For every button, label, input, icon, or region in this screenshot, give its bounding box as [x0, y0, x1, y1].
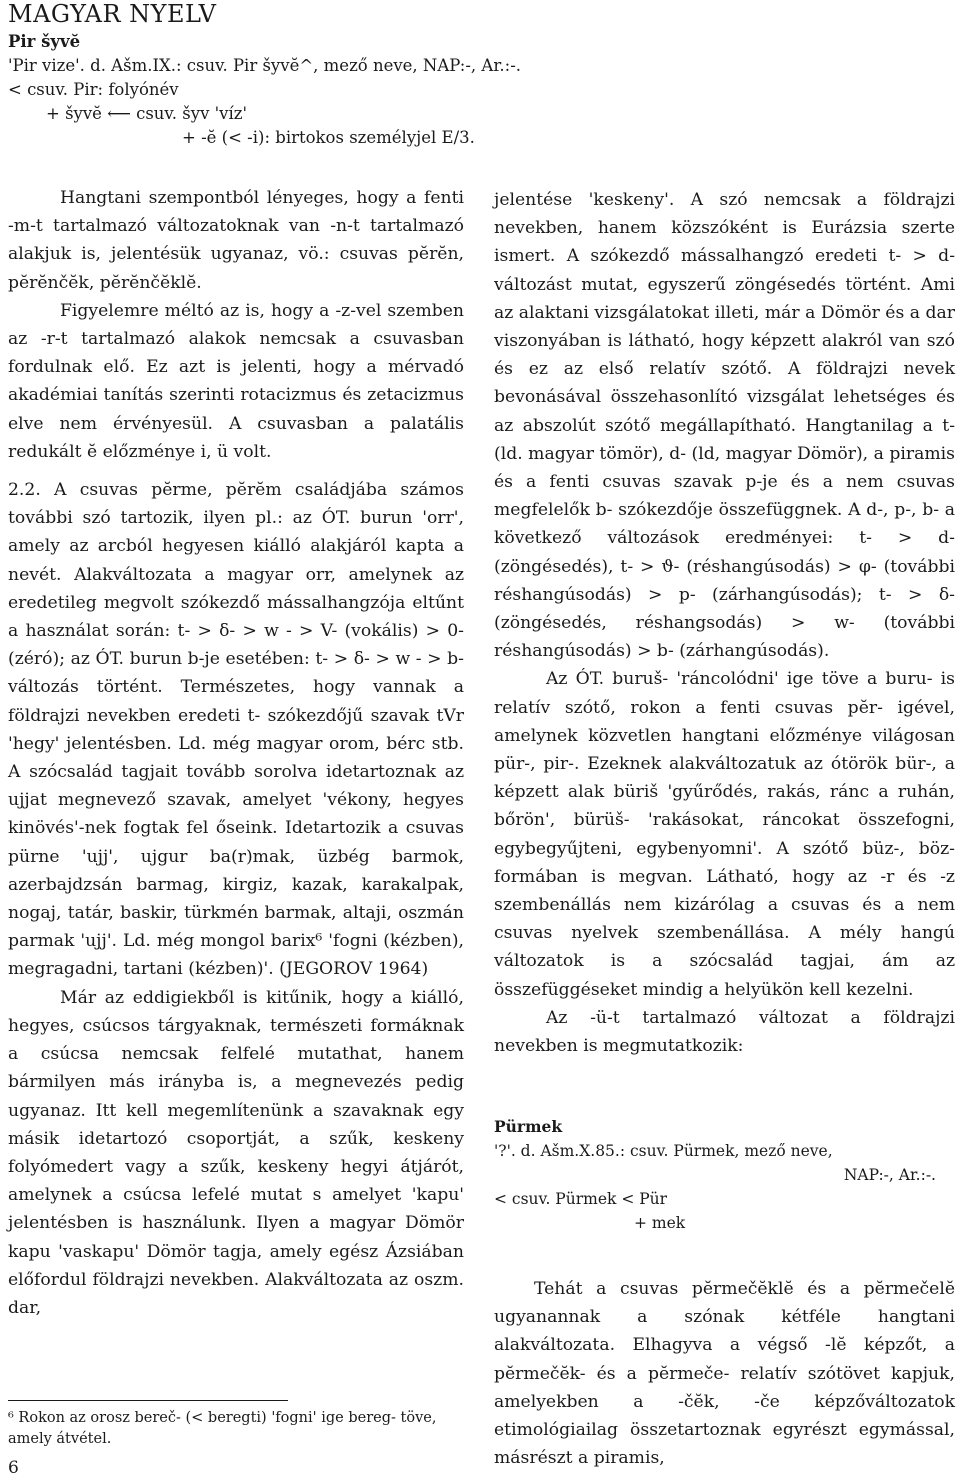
entry-headword: Pir šyvĕ — [8, 32, 81, 51]
entry-line: < csuv. Pürmek < Pür — [494, 1190, 668, 1208]
paragraph: Figyelemre méltó az is, hogy a -z-vel szemben az -r-t tartalmazó alakok nemcsak a csuvasban fordulnak elő. Ez azt is jelenti, hogy a mérvadó akadémiai tanítás szerinti rotacizmus és zetacizmus elve nem érvényesül. A csuvasban a palatális redukált ĕ előzménye i, ü volt. — [8, 300, 464, 462]
paragraph: Hangtani szempontból lényeges, hogy a fenti -m-t tartalmazó változatoknak van -n-t tartalmazó alakjuk is, jelentésük ugyanaz, vö.: csuvas pĕrĕn, pĕrĕnčĕk, pĕrĕnčĕklĕ. — [8, 188, 464, 293]
footnote: ⁶ Rokon az orosz bereč- (< beregti) 'fogni' ige bereg- töve, amely átvétel. — [8, 1410, 437, 1447]
paragraph: Az -ü-t tartalmazó változat a földrajzi nevekben is megmutatkozik: — [494, 1007, 955, 1057]
right-column — [494, 186, 955, 1060]
paragraph: Tehát a csuvas pĕrmečĕklĕ és a pĕrmečelĕ ugyanannak a szónak kétféle hangtani alakváltozata. Elhagyva a végső -lĕ képzőt, a pĕrmečĕk- és a pĕrmeče- relatív szótövet kapjuk, amelyekben a -čĕk, -če képzőváltozatok etimológiailag összetartoznak egyrészt egymással, másrészt a piramis, — [494, 1279, 955, 1469]
paragraph: jelentése 'keskeny'. A szó nemcsak a földrajzi nevekben, hanem közszóként is Eurázsia szerte ismert. A szókezdő mássalhangzó eredeti t- > d- változást mutat, egyszerű zöngésedés történt. Ami az alaktani vizsgálatokat illeti, már a Dömör és a dar viszonyában is látható, hogy képzett alakról van szó és ez az első relatív szótő. A földrajzi nevek bevonásával összehasonlító vizsgálat lehetséges és az abszolút szótő megállapítható. Hangtanilag a t- (ld. magyar tömör), d- (ld, magyar Dömör), a piramis és a fenti csuvas szavak p-je és a nem csuvas megfelelők b- szókezdője összefüggnek. A d-, p-, b- a következő változások eredményei: t- > d- (zöngésedés), t- > ϑ- (réshangúsodás) > φ- (további réshangúsodás) > p- (zárhangúsodás); t- > δ- (zöngésedés, réshangsodás) > w- (további réshangúsodás) > b- (zárhangúsodás). — [494, 190, 955, 662]
entry-headword: Pürmek — [494, 1117, 563, 1136]
left-column — [8, 184, 464, 1322]
entry-line: < csuv. Pir: folyónév — [8, 80, 179, 99]
entry-line: '?'. d. Ašm.X.85.: csuv. Pürmek, mező neve, — [494, 1142, 833, 1160]
entry-line: + -ĕ (< -i): birtokos személyjel E/3. — [182, 128, 475, 147]
entry-line: NAP:-, Ar.:-. — [843, 1166, 936, 1184]
paragraph: 2.2. A csuvas pĕrme, pĕrĕm családjába számos további szó tartozik, ilyen pl.: az ÓT. burun 'orr', amely az arcból hegyesen kiálló alakjáról kapta a nevét. Alakváltozata a magyar orr, amelynek az eredetileg megvolt szókezdő mássalhangzója eltűnt a használat során: t- > δ- > w - > V- (vokális) > 0- (zéró); az ÓT. burun b-je esetében: t- > δ- > w - > b- változás történt. Természetes, hogy vannak a földrajzi nevekben eredeti t- szókezdőjű szavak tVr 'hegy' jelentésben. Ld. még magyar orom, bérc stb. A szócsalád tagjait tovább sorolva idetartoznak az ujjat megnevező szavak, amelyet 'vékony, hegyes kinövés'-nek fogtak fel őseink. Idetartozik a csuvas pürne 'ujj', ujgur ba(r)mak, üzbég barmok, azerbajdzsán barmag, kirgiz, kazak, karakalpak, nogaj, tatár, baskir, türkmén barmak, altaji, oszmán parmak 'ujj'. Ld. még mongol barix⁶ 'fogni (kézben), megragadni, tartani (kézben)'. (JEGOROV 1964) — [8, 480, 464, 980]
entry-line: 'Pir vize'. d. Ašm.IX.: csuv. Pir šyvĕ^, mező neve, NAP:-, Ar.:-. — [8, 56, 522, 75]
right-column-continued — [494, 1275, 955, 1472]
page-number: 6 — [8, 1458, 19, 1478]
running-header: MAGYAR NYELV — [8, 0, 217, 28]
footnote-divider — [8, 1400, 288, 1401]
paragraph: Már az eddigiekből is kitűnik, hogy a kiálló, hegyes, csúcsos tárgyaknak, természeti formáknak a csúcsa nemcsak felfelé mutathat, hanem bármilyen más irányba is, a megnevezés pedig ugyanaz. Itt kell megemlítenünk a szavaknak egy másik idetartozó csoportját, a szűk, keskeny folyómedert vagy a szűk, keskeny hegyi átjárót, amelynek a csúcsa lefelé mutat s amelyet 'kapu' jelentésben is használunk. Ilyen a magyar Dömör kapu 'vaskapu' Dömör tagja, amely egész Ázsiában előfordul földrajzi nevekben. Alakváltozata az oszm. dar, — [8, 987, 464, 1318]
dictionary-entry-pir-syve — [8, 30, 521, 150]
dictionary-entry-purmek — [494, 1115, 954, 1235]
paragraph: Az ÓT. buruš- 'ráncolódni' ige töve a buru- is relatív szótő, rokon a fenti csuvas pĕr- igével, amelynek közvetlen hangtani előzménye világosan pür-, pir-. Ezeknek alakváltozatuk az ótörök bür-, a képzett alak büriš 'gyűrődés, rakás, ránc a ruhán, bőrön', bürüš- 'rakásokat, ráncokat összefogni, egybegyűjteni, egybenyomni'. A szótő büz-, böz- formában is megvan. Látható, hogy az -r és -z szembenállás nem kizárólag a csuvas és a nem csuvas nyelvek szembenállása. A mély hangú változatok is a szócsalád tagjai, ám az összefüggéseket mindig a helyükön kell kezelni. — [494, 669, 955, 1000]
entry-line: + šyvĕ ⟵ csuv. šyv 'víz' — [46, 104, 247, 123]
entry-line: + mek — [634, 1214, 686, 1232]
